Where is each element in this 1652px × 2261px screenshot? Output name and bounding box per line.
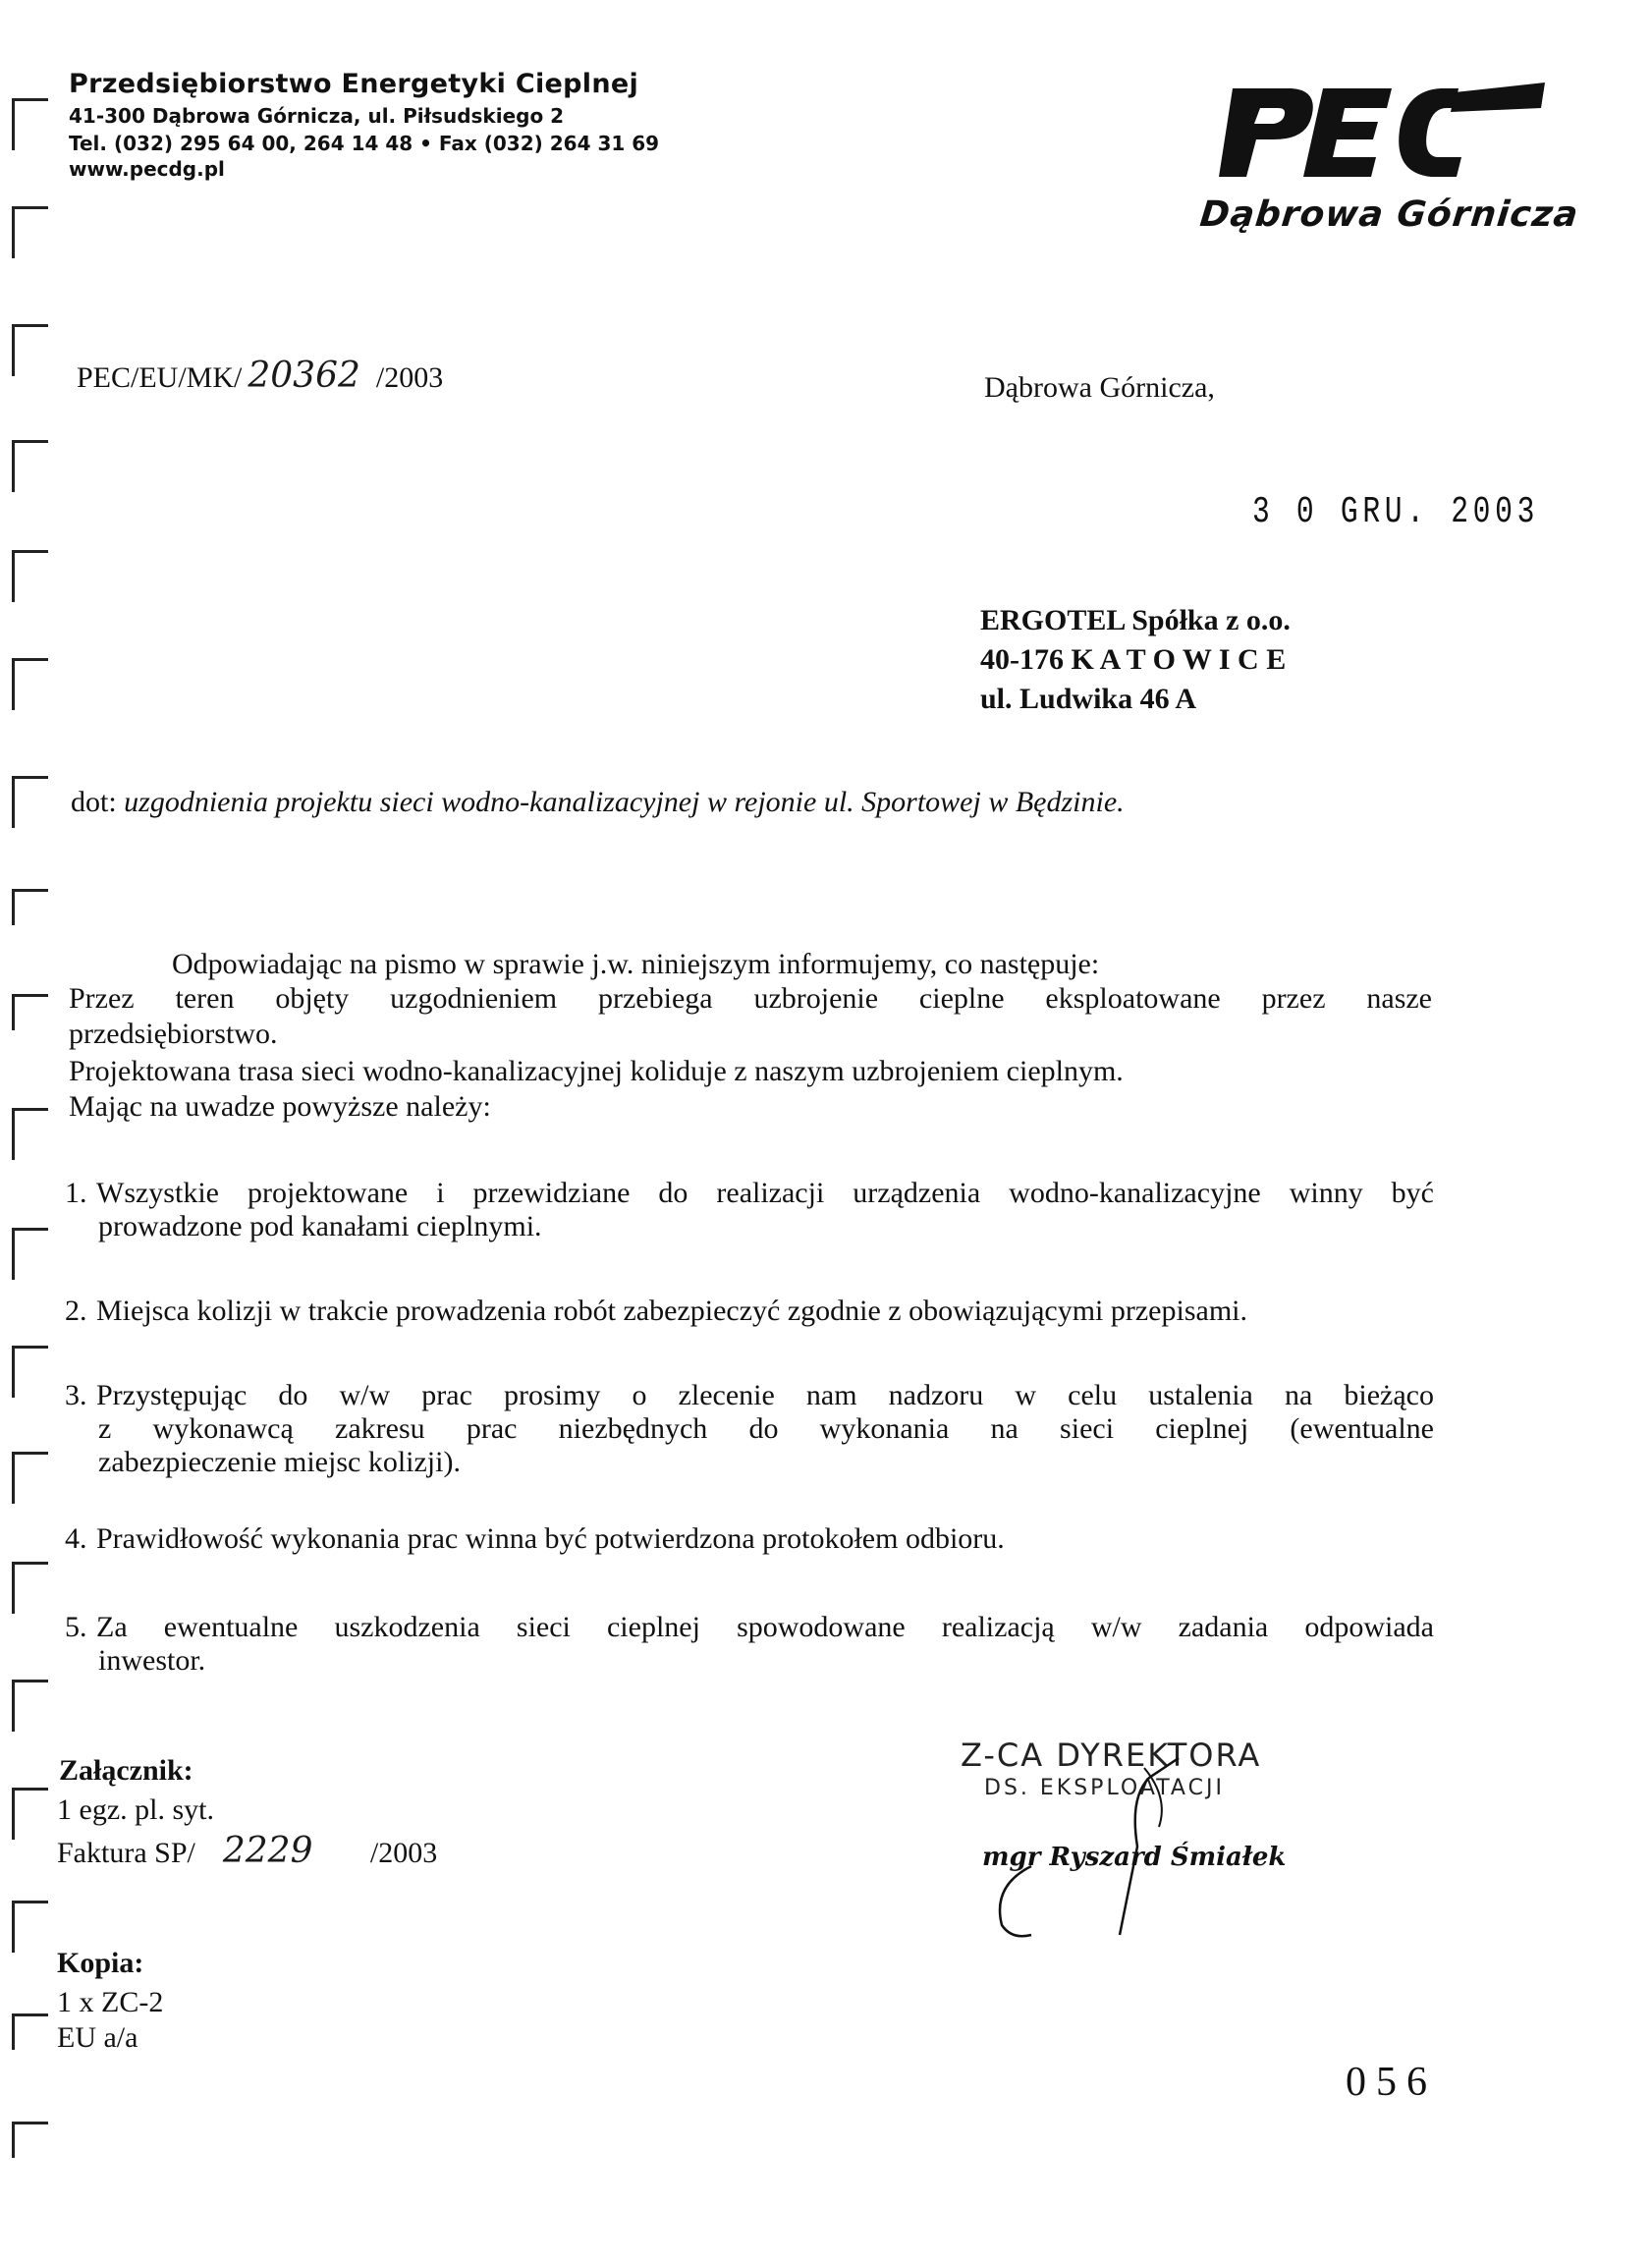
copies-label: Kopia: bbox=[57, 1947, 144, 1979]
list-item-text: Za ewentualne uszkodzenia sieci cieplnej spowodowane realizacją w/w zadania odpowiada bbox=[96, 1611, 1434, 1643]
reference-handwritten-number: 20362 bbox=[248, 356, 360, 396]
margin-mark bbox=[12, 98, 48, 150]
intro-paragraph: Odpowiadając na pismo w sprawie j.w. niniejszym informujemy, co następuje: bbox=[172, 948, 1100, 980]
margin-mark bbox=[12, 206, 48, 258]
place-line: Dąbrowa Górnicza, bbox=[984, 371, 1215, 404]
list-item-text: Wszystkie projektowane i przewidziane do realizacji urządzenia wodno-kanalizacyjne winny być bbox=[96, 1177, 1434, 1209]
handwritten-signature bbox=[972, 1738, 1188, 1945]
margin-mark bbox=[12, 658, 48, 710]
company-website: www.pecdg.pl bbox=[69, 157, 225, 181]
paragraph-2: Projektowana trasa sieci wodno-kanalizacyjnej koliduje z naszym uzbrojeniem cieplnym. bbox=[69, 1055, 1124, 1087]
list-item-number: 5. bbox=[65, 1611, 87, 1643]
invoice-handwritten-number: 2229 bbox=[222, 1831, 313, 1871]
signature-title-1: Z-CA DYREKTORA bbox=[961, 1737, 1262, 1774]
list-item-3 bbox=[65, 1379, 1434, 1479]
reference-number bbox=[77, 356, 443, 396]
margin-mark bbox=[12, 440, 48, 492]
list-item-text: z wykonawcą zakresu prac niezbędnych do wykonania na sieci cieplnej (ewentualne bbox=[98, 1412, 1434, 1445]
list-item-1 bbox=[65, 1177, 1434, 1243]
margin-mark bbox=[12, 1562, 48, 1614]
list-item-number: 1. bbox=[65, 1177, 87, 1209]
logo-city: Dąbrowa Górnicza bbox=[1197, 194, 1581, 235]
recipient-name: ERGOTEL Spółka z o.o. bbox=[980, 604, 1291, 636]
list-item-text: Prawidłowość wykonania prac winna być potwierdzona protokołem odbioru. bbox=[96, 1522, 1005, 1555]
reference-prefix: PEC/EU/MK/ bbox=[77, 361, 243, 394]
margin-mark bbox=[12, 1108, 48, 1160]
list-item-5 bbox=[65, 1611, 1434, 1678]
invoice-year: /2003 bbox=[369, 1837, 438, 1869]
paragraph-3: Mając na uwadze powyższe należy: bbox=[69, 1090, 491, 1123]
margin-mark bbox=[12, 889, 48, 925]
copies-line-1: 1 x ZC-2 bbox=[57, 1986, 164, 2018]
attachments-invoice bbox=[57, 1831, 437, 1871]
list-item-number: 3. bbox=[65, 1379, 87, 1411]
invoice-prefix: Faktura SP/ bbox=[57, 1837, 195, 1869]
list-item-4 bbox=[65, 1522, 1434, 1556]
margin-mark bbox=[12, 1901, 48, 1953]
pec-logo-mark bbox=[1213, 79, 1547, 187]
margin-mark bbox=[12, 994, 48, 1030]
margin-mark bbox=[12, 776, 48, 828]
margin-mark bbox=[12, 1788, 48, 1840]
company-address: 41-300 Dąbrowa Górnicza, ul. Piłsudskiego 2 bbox=[69, 104, 565, 128]
list-item-2 bbox=[65, 1295, 1434, 1328]
signature-name: mgr Ryszard Śmiałek bbox=[982, 1843, 1287, 1872]
list-item-number: 4. bbox=[65, 1522, 87, 1555]
date-stamp: 3 0 GRU. 2003 bbox=[1252, 491, 1540, 533]
list-item-text: prowadzone pod kanałami cieplnymi. bbox=[98, 1210, 542, 1242]
margin-mark bbox=[12, 2013, 48, 2050]
margin-mark bbox=[12, 550, 48, 602]
attachments-line-1: 1 egz. pl. syt. bbox=[57, 1793, 214, 1826]
recipient-street: ul. Ludwika 46 A bbox=[980, 683, 1197, 715]
paragraph-1-line-1: Przez teren objęty uzgodnieniem przebiega uzbrojenie cieplne eksploatowane przez nasze bbox=[69, 982, 1432, 1015]
list-item-text: zabezpieczenie miejsc kolizji). bbox=[98, 1446, 461, 1478]
recipient-city: 40-176 K A T O W I C E bbox=[980, 643, 1287, 676]
copies-line-2: EU a/a bbox=[57, 2021, 138, 2054]
subject-label: dot: bbox=[71, 786, 117, 818]
margin-mark bbox=[12, 1452, 48, 1504]
list-item-text: Przystępując do w/w prac prosimy o zlecenie nam nadzoru w celu ustalenia na bieżąco bbox=[96, 1379, 1434, 1411]
list-item-text: Miejsca kolizji w trakcie prowadzenia robót zabezpieczyć zgodnie z obowiązującymi przepisami. bbox=[96, 1295, 1247, 1327]
page-number: 056 bbox=[1346, 2060, 1437, 2105]
reference-year: /2003 bbox=[375, 361, 444, 394]
subject-line bbox=[71, 786, 1125, 819]
margin-mark bbox=[12, 324, 48, 376]
margin-mark bbox=[12, 1228, 48, 1280]
list-item-number: 2. bbox=[65, 1295, 87, 1327]
signature-title-2: DS. EKSPLOATACJI bbox=[984, 1776, 1225, 1800]
margin-mark bbox=[12, 1346, 48, 1398]
subject-text: uzgodnienia projektu sieci wodno-kanalizacyjnej w rejonie ul. Sportowej w Będzinie. bbox=[124, 786, 1125, 818]
company-contact: Tel. (032) 295 64 00, 264 14 48 • Fax (032) 264 31 69 bbox=[69, 132, 660, 155]
list-item-text: inwestor. bbox=[98, 1644, 206, 1677]
paragraph-1-line-2: przedsiębiorstwo. bbox=[69, 1018, 278, 1050]
margin-mark bbox=[12, 1680, 48, 1732]
margin-mark bbox=[12, 2122, 48, 2158]
attachments-label: Załącznik: bbox=[59, 1754, 193, 1787]
company-name: Przedsiębiorstwo Energetyki Cieplnej bbox=[69, 69, 639, 99]
